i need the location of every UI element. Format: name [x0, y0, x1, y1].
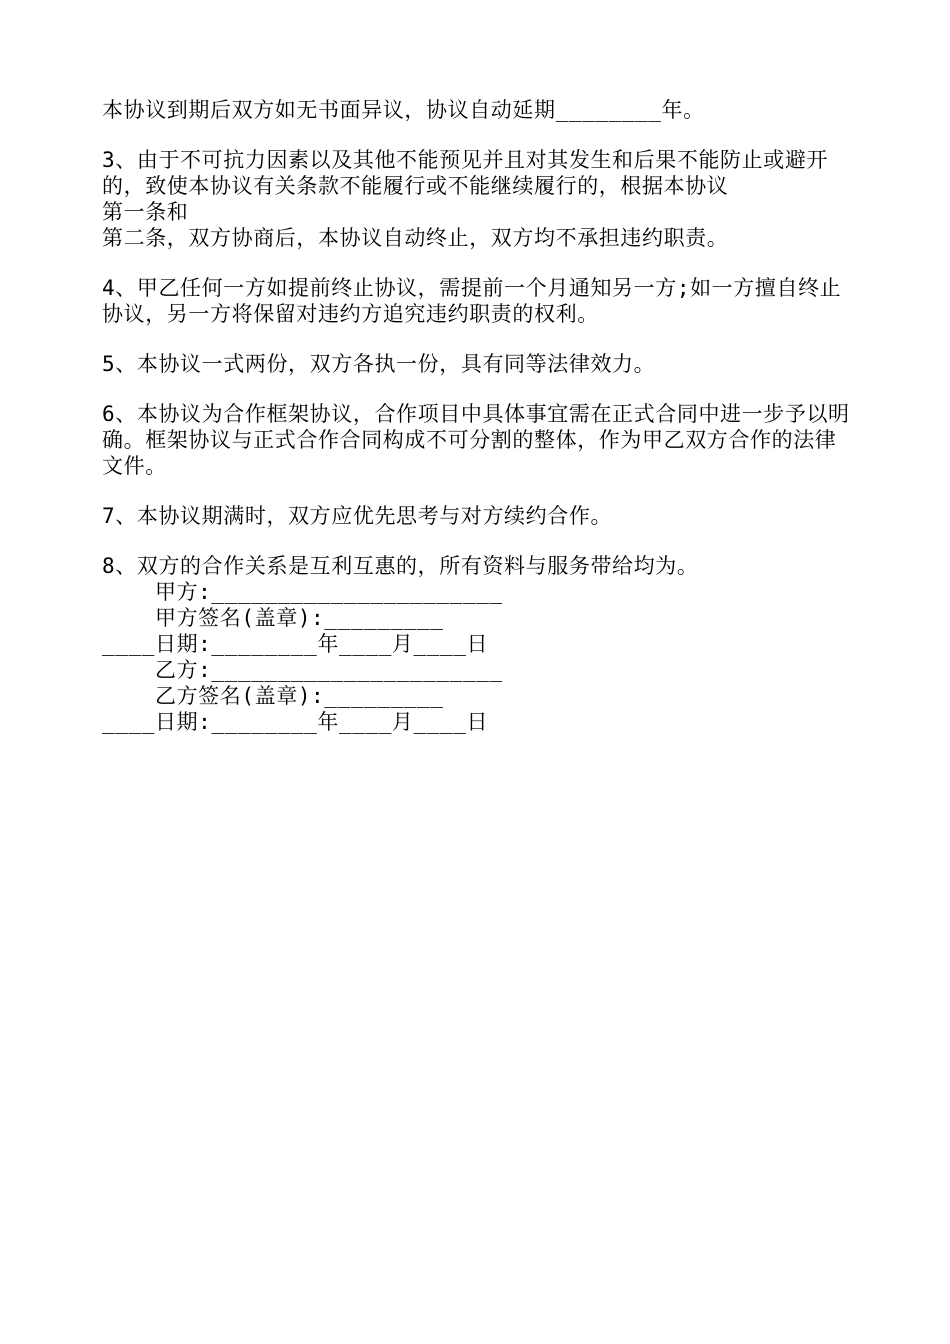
paragraph-7: 7、本协议期满时，双方应优先思考与对方续约合作。 [102, 504, 613, 528]
party-a-signature-line: 甲方签名(盖章):_________ [102, 606, 444, 630]
paragraph-4: 4、甲乙任何一方如提前终止协议，需提前一个月通知另一方;如一方擅自终止协议，另一方将保留对违约方追究违约职责的权利。 [102, 276, 842, 326]
party-a-name-line: 甲方:______________________ [102, 580, 503, 604]
paragraph-renewal: 本协议到期后双方如无书面异议，协议自动延期________年。 [102, 98, 705, 122]
party-b-name-line: 乙方:______________________ [102, 658, 503, 682]
paragraph-6: 6、本协议为合作框架协议，合作项目中具体事宜需在正式合同中进一步予以明确。框架协议与正式合作合同构成不可分割的整体，作为甲乙双方合作的法律文件。 [102, 402, 850, 478]
signature-block [102, 579, 852, 735]
paragraph-3-line-2: 第一条和 [102, 200, 189, 224]
party-a-date-line: ____日期:________年____月____日 [102, 632, 489, 656]
paragraph-3-line-3: 第二条，双方协商后，本协议自动终止，双方均不承担违约职责。 [102, 226, 729, 250]
paragraph-8: 8、双方的合作关系是互利互惠的，所有资料与服务带给均为。 [102, 554, 699, 578]
document-body [102, 97, 852, 735]
paragraph-3-text: 3、由于不可抗力因素以及其他不能预见并且对其发生和后果不能防止或避开的，致使本协议有关条款不能履行或不能继续履行的，根据本协议 [102, 148, 829, 198]
party-b-signature-line: 乙方签名(盖章):_________ [102, 684, 444, 708]
paragraph-3 [102, 147, 852, 251]
party-b-date-line: ____日期:________年____月____日 [102, 710, 489, 734]
paragraph-5: 5、本协议一式两份，双方各执一份，具有同等法律效力。 [102, 352, 656, 376]
